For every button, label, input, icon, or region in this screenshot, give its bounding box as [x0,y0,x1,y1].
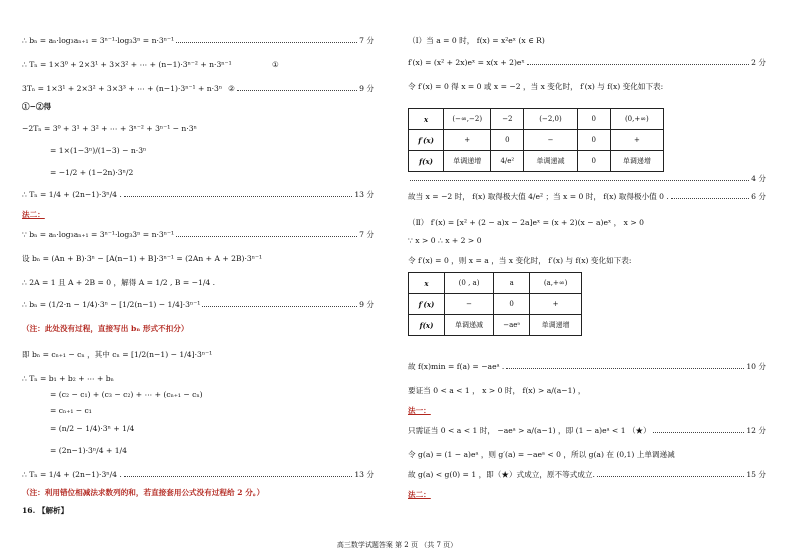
score: 13 分 [354,190,374,199]
table-row: f(x) 单调递增 4/e² 单调递减 0 单调递增 [409,151,664,172]
score: 9 分 [359,300,374,309]
line-subtract: ①−②得 [22,102,52,111]
score: 15 分 [746,470,766,479]
table-row: x (0 , a) a (a,+∞) [409,273,582,294]
line-tn-telescope: ∴ Tₙ = b₁ + b₂ + ⋯ + bₙ [22,374,114,383]
line-geometric: = 1×(1−3ⁿ)/(1−3) − n·3ⁿ [50,146,147,155]
page-footer: 高三数学试题答案 第 2 页 （共 7 页） [336,541,458,549]
score: 12 分 [746,426,766,435]
line-critical-points: 令 f′(x) = 0 得 x = 0 或 x = −2 ，当 x 变化时， f′(x) 与 f(x) 变化如下表: [408,82,664,91]
line-simplify: = −1/2 + (1−2n)·3ⁿ/2 [50,168,134,177]
table-row: f′(x) − 0 + [409,294,582,315]
score: 6 分 [751,192,766,201]
score: 7 分 [359,230,374,239]
method-two-label: 法二： [22,210,45,219]
line-telescope-value: = (n/2 − 1/4)·3ⁿ + 1/4 [50,424,135,433]
line-tn-result: ∴ Tₙ = 1/4 + (2n−1)·3ⁿ/4 . 13 分 [22,190,374,199]
line-solve-ab: ∴ 2A = 1 且 A + 2B = 0 ，解得 A = 1/2 , B = −1/4 . [22,278,216,287]
score: 7 分 [359,36,374,45]
score: 4 分 [751,174,766,183]
score: 2 分 [751,58,766,67]
line-part2-derivative: （Ⅱ） f′(x) = [x² + (2 − a)x − 2a]eˣ = (x + 2)(x − a)eˣ ， x > 0 [408,218,644,227]
question-16-heading: 16. 【解析】 [22,506,69,515]
line-3tn: 3Tₙ = 1×3¹ + 2×3² + 3×3³ + ⋯ + (n−1)·3ⁿ⁻¹ + n·3ⁿ ② 9 分 [22,84,374,93]
line-bn-formula-2: ∵ bₙ = aₙ·log₃aₙ₊₁ = 3ⁿ⁻¹·log₃3ⁿ = n·3ⁿ⁻¹ 7 分 [22,230,374,239]
line-g-def: 令 g(a) = (1 − a)eᵃ ，则 g′(a) = −aeᵃ < 0 ，所以 g(a) 在 (0,1) 上单调递减 [408,450,675,459]
method-one-label: 法一： [408,406,431,415]
line-fmin: 故 f(x)min = f(a) = −aeᵃ . 10 分 [408,362,766,371]
variation-table-2 [408,272,582,336]
line-tn-sum: ∴ Tₙ = 1×3⁰ + 2×3¹ + 3×3² + ⋯ + (n−1)·3ⁿ⁻² + n·3ⁿ⁻¹ ① [22,60,279,69]
line-telescope-final: = (2n−1)·3ⁿ/4 + 1/4 [50,446,127,455]
table-row: f′(x) + 0 − 0 + [409,130,664,151]
line-part1-intro: （Ⅰ）当 a = 0 时， f(x) = x²eˣ (x ∈ R) [408,36,545,45]
line-tn-result-2: ∴ Tₙ = 1/4 + (2n−1)·3ⁿ/4 . 13 分 [22,470,374,479]
score: 9 分 [359,84,374,93]
table-row: f(x) 单调递减 −aeᵃ 单调递增 [409,315,582,336]
line-derivative: f′(x) = (x² + 2x)eˣ = x(x + 2)eˣ 2 分 [408,58,766,67]
line-minus-2tn: −2Tₙ = 3⁰ + 3¹ + 3² + ⋯ + 3ⁿ⁻² + 3ⁿ⁻¹ − n·3ⁿ [22,124,197,133]
score: 13 分 [354,470,374,479]
table-row: x (−∞,−2) −2 (−2,0) 0 (0,+∞) [409,109,664,130]
line-critical-point-a: 令 f′(x) = 0 ，则 x = a ，当 x 变化时， f′(x) 与 f(x) 变化如下表: [408,256,632,265]
equation-mark-2: ② [228,84,235,93]
score: 10 分 [746,362,766,371]
note-misalign-method: （注：利用错位相减法求数列的和，若直接套用公式没有过程给 2 分。） [22,488,265,497]
note-no-deduction: （注：此处没有过程，直接写出 bₙ 形式不扣分） [22,324,189,333]
line-g-bound: 故 g(a) < g(0) = 1 ，即（★）式成立，原不等式成立. 15 分 [408,470,766,479]
line-to-prove: 要证当 0 < a < 1 ， x > 0 时， f(x) > a/(a−1) ， [408,386,586,395]
line-telescope-result: = cₙ₊₁ − c₁ [50,406,92,415]
line-only-need: 只需证当 0 < a < 1 时， −aeᵃ > a/(a−1) ，即 (1 − a)eᵃ < 1 （★） 12 分 [408,426,766,435]
line-telescope-sum: = (c₂ − c₁) + (c₃ − c₂) + ⋯ + (cₙ₊₁ − cₙ) [50,390,203,399]
line-extrema: 故当 x = −2 时， f(x) 取得极大值 4/e² ；当 x = 0 时， f(x) 取得极小值 0 . 6 分 [408,192,766,201]
line-x-positive: ∵ x > 0 ∴ x + 2 > 0 [408,236,482,245]
line-score-4 [408,174,766,184]
variation-table-1 [408,108,664,172]
line-cn-def: 即 bₙ = cₙ₊₁ − cₙ ，其中 cₙ = [1/2(n−1) − 1/4]·3ⁿ⁻¹ [22,350,213,359]
line-bn-formula: ∴ bₙ = aₙ·log₃aₙ₊₁ = 3ⁿ⁻¹·log₃3ⁿ = n·3ⁿ⁻¹ 7 分 [22,36,374,45]
method-two-label-right: 法二： [408,490,431,499]
line-bn-form: ∴ bₙ = (1/2·n − 1/4)·3ⁿ − [1/2(n−1) − 1/4]·3ⁿ⁻¹ 9 分 [22,300,374,309]
equation-mark-1: ① [272,60,279,69]
line-set-bn: 设 bₙ = (An + B)·3ⁿ − [A(n−1) + B]·3ⁿ⁻¹ = (2An + A + 2B)·3ⁿ⁻¹ [22,254,263,263]
